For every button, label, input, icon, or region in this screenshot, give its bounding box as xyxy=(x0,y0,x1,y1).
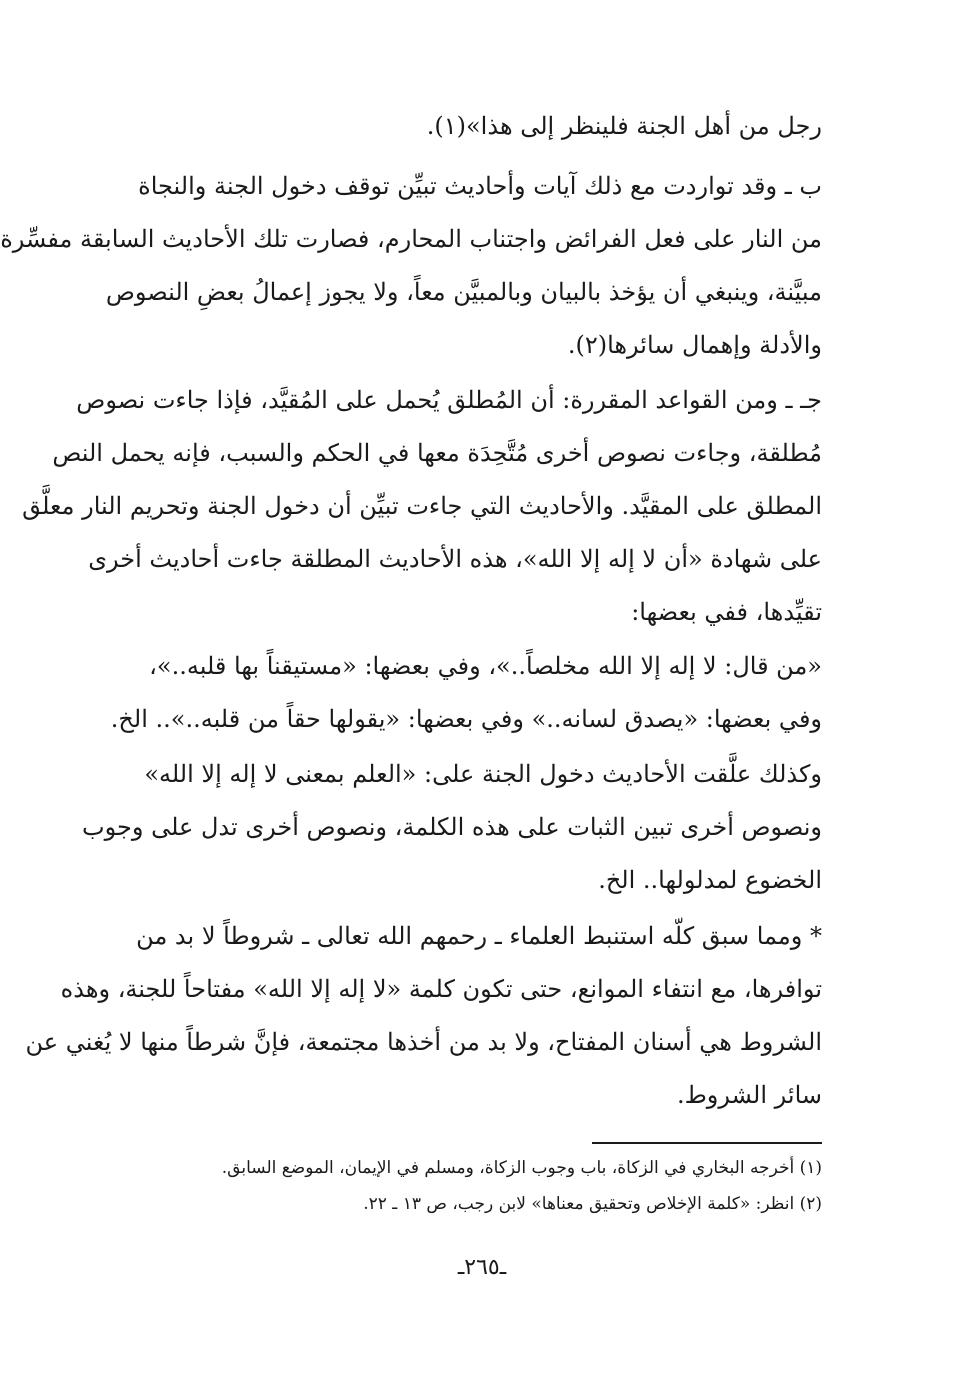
text-line: من النار على فعل الفرائض واجتناب المحارم، فصارت تلك الأحاديث السابقة مفسِّرة xyxy=(0,225,822,253)
text-line: وفي بعضها: «يصدق لسانه..» وفي بعضها: «يقولها حقاً من قلبه..».. الخ. xyxy=(110,705,822,733)
footnote-1: (١) أخرجه البخاري في الزكاة، باب وجوب الزكاة، ومسلم في الإيمان، الموضع السابق. xyxy=(221,1158,822,1178)
text-line: والأدلة وإهمال سائرها(٢). xyxy=(567,331,822,359)
footnote-2: (٢) انظر: «كلمة الإخلاص وتحقيق معناها» لابن رجب، ص ١٣ ـ ٢٢. xyxy=(363,1194,822,1214)
text-line: * ومما سبق كلّه استنبط العلماء ـ رحمهم الله تعالى ـ شروطاً لا بد من xyxy=(136,922,822,950)
footnote-divider xyxy=(592,1142,822,1144)
text-line: مُطلقة، وجاءت نصوص أخرى مُتَّحِدَة معها في الحكم والسبب، فإنه يحمل النص xyxy=(52,439,822,467)
text-line: على شهادة «أن لا إله إلا الله»، هذه الأحاديث المطلقة جاءت أحاديث أخرى xyxy=(88,545,822,573)
text-line: الشروط هي أسنان المفتاح، ولا بد من أخذها مجتمعة، فإنَّ شرطاً منها لا يُغني عن xyxy=(25,1028,822,1056)
text-line: وكذلك علَّقت الأحاديث دخول الجنة على: «العلم بمعنى لا إله إلا الله» xyxy=(144,760,822,788)
text-line: رجل من أهل الجنة فلينظر إلى هذا»(١). xyxy=(426,112,822,140)
paragraph-j xyxy=(22,374,822,639)
page-number: ـ٢٦٥ـ xyxy=(457,1255,507,1280)
paragraph-quotes xyxy=(110,640,822,746)
text-line: الخضوع لمدلولها.. الخ. xyxy=(598,866,822,894)
text-line: توافرها، مع انتفاء الموانع، حتى تكون كلمة «لا إله إلا الله» مفتاحاً للجنة، وهذه xyxy=(60,975,822,1003)
text-line: المطلق على المقيَّد. والأحاديث التي جاءت تبيِّن أن دخول الجنة وتحريم النار معلَّق xyxy=(22,492,822,520)
text-line: ونصوص أخرى تبين الثبات على هذه الكلمة، ونصوص أخرى تدل على وجوب xyxy=(82,813,822,841)
text-line: «من قال: لا إله إلا الله مخلصاً..»، وفي بعضها: «مستيقناً بها قلبه..»، xyxy=(149,652,822,680)
paragraph-summary xyxy=(25,910,822,1122)
text-line: ب ـ وقد تواردت مع ذلك آيات وأحاديث تبيِّن توقف دخول الجنة والنجاة xyxy=(138,172,822,200)
text-line: تقيِّدها، ففي بعضها: xyxy=(631,598,822,626)
text-line: مبيَّنة، وينبغي أن يؤخذ بالبيان وبالمبيَّن معاً، ولا يجوز إعمالُ بعضِ النصوص xyxy=(105,278,822,306)
text-line: سائر الشروط. xyxy=(676,1081,822,1109)
text-line: جـ ـ ومن القواعد المقررة: أن المُطلق يُحمل على المُقيَّد، فإذا جاءت نصوص xyxy=(76,386,822,414)
paragraph-hadith-end xyxy=(122,100,822,153)
paragraph-b xyxy=(0,160,822,372)
footnotes xyxy=(122,1150,822,1222)
paragraph-conditions xyxy=(82,748,822,907)
